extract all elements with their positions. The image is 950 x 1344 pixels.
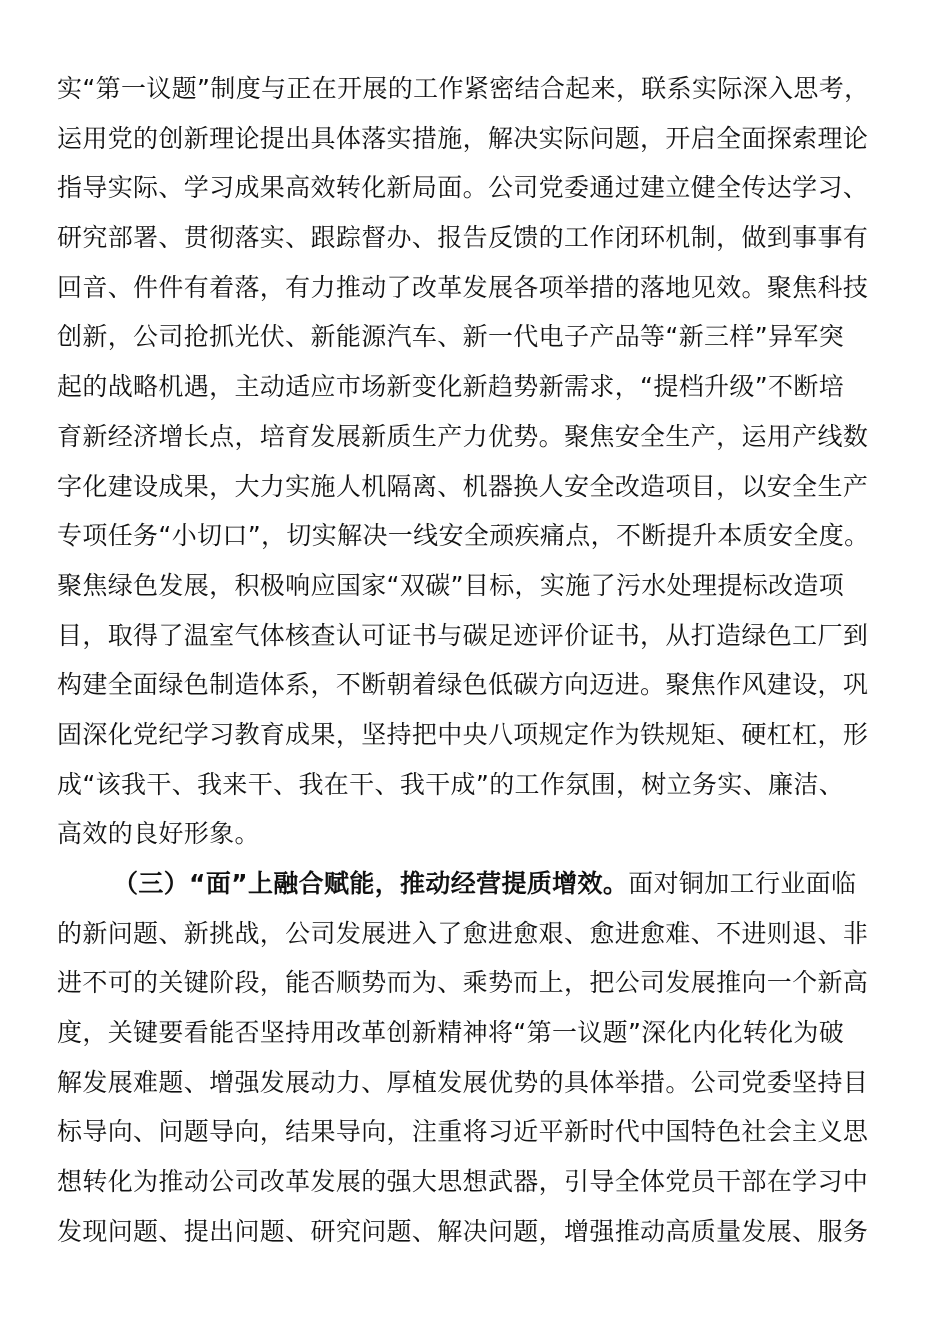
text-line: 构建全面绿色制造体系，不断朝着绿色低碳方向迈进。聚焦作风建设，巩 [57,670,869,700]
text-line: 度，关键要看能否坚持用改革创新精神将“第一议题”深化内化转化为破 [57,1018,845,1048]
text-line: 字化建设成果，大力实施人机隔离、机器换人安全改造项目，以安全生产 [57,471,869,501]
section-heading-line [57,859,887,909]
text-line: 高效的良好形象。 [57,819,260,849]
text-line: 标导向、问题导向，结果导向，注重将习近平新时代中国特色社会主义思 [57,1117,869,1147]
paragraph-1 [57,64,887,859]
text-line: 聚焦绿色发展，积极响应国家“双碳”目标，实施了污水处理提标改造项 [57,570,845,600]
text-line: 解发展难题、增强发展动力、厚植发展优势的具体举措。公司党委坚持目 [57,1067,869,1097]
text-line: 想转化为推动公司改革发展的强大思想武器，引导全体党员干部在学习中 [57,1167,869,1197]
text-line: 发现问题、提出问题、研究问题、解决问题，增强推动高质量发展、服务 [57,1216,869,1246]
text-line: 运用党的创新理论提出具体落实措施，解决实际问题，开启全面探索理论 [57,123,869,153]
text-line: 实“第一议题”制度与正在开展的工作紧密结合起来，联系实际深入思考， [57,74,870,103]
document-body [57,64,887,1257]
text-line: 的新问题、新挑战，公司发展进入了愈进愈艰、愈进愈难、不进则退、非 [57,918,869,948]
text-line: 指导实际、学习成果高效转化新局面。公司党委通过建立健全传达学习、 [57,173,869,203]
text-line: 育新经济增长点，培育发展新质生产力优势。聚焦安全生产，运用产线数 [57,421,869,451]
text-line: 成“该我干、我来干、我在干、我干成”的工作氛围，树立务实、廉洁、 [57,769,845,799]
text-line: 研究部署、贯彻落实、跟踪督办、报告反馈的工作闭环机制，做到事事有 [57,223,869,253]
text-line: 进不可的关键阶段，能否顺势而为、乘势而上，把公司发展推向一个新高 [57,968,869,998]
text-line: 固深化党纪学习教育成果，坚持把中央八项规定作为铁规矩、硬杠杠，形 [57,719,869,749]
section-heading: （三）“面”上融合赋能，推动经营提质增效。 [113,869,629,898]
heading-line-text: 面对铜加工行业面临 [628,869,857,898]
text-line: 目，取得了温室气体核查认可证书与碳足迹评价证书，从打造绿色工厂到 [57,620,869,650]
text-line: 专项任务“小切口”，切实解决一线安全顽疾痛点，不断提升本质安全度。 [57,521,870,551]
text-line: 起的战略机遇，主动适应市场新变化新趋势新需求，“提档升级”不断培 [57,372,845,402]
text-line: 创新，公司抢抓光伏、新能源汽车、新一代电子产品等“新三样”异军突 [57,322,845,352]
paragraph-2 [57,859,887,1257]
text-line: 回音、件件有着落，有力推动了改革发展各项举措的落地见效。聚焦科技 [57,272,869,302]
